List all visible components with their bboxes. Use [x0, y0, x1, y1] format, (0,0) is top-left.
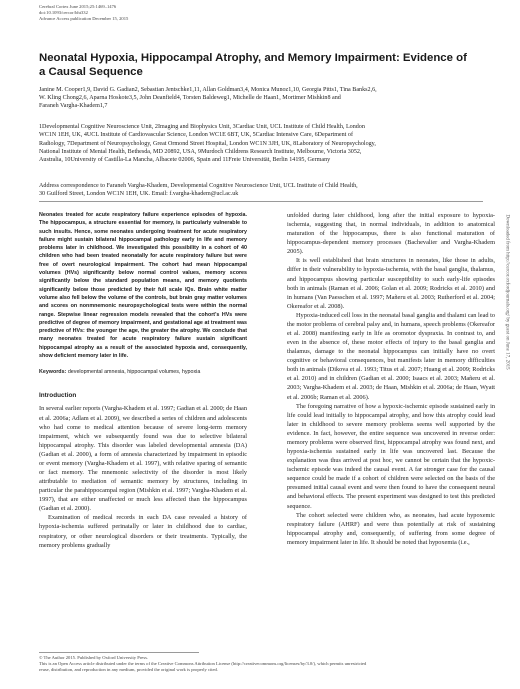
- body-paragraph: The cohort selected were children who, as neonates, had acute hypoxemic respiratory failure (AHRF) and were thus potentially at risk of sustaining hippocampal atrophy and, consequently, of suffering from some degree of memory impairment later in life. It should be noted that hypoxemia (i.e.,: [287, 511, 495, 546]
- affiliation-line: Australia, 10University of Castilla-La Mancha, Albacete 02006, Spain and 11Freie Universität, Berlin 14195, Germany: [39, 157, 331, 164]
- body-paragraph: It is well established that brain structures in neonates, like those in adults, differ in their vulnerability to hypoxia-ischemia, with the basal ganglia, thalamus, and hippocampus showing particular susceptibility to such early-life episodes both in animals (Raman et al. 2006; Golan et al. 2009; Rodricks et al. 2010) and in humans (Van Paesschen et al. 1997; Mañeru et al. 2003; Rutherford et al. 2004; Okereafor et al. 2008).: [287, 257, 495, 310]
- intro-paragraph: Examination of medical records in each DA case revealed a history of hypoxia-ischemia suffered perinatally or later in childhood due to cardiac, respiratory, or other neurological disorders or their treatments. Typically, the memory problems gradually: [39, 514, 247, 549]
- right-column: [287, 211, 495, 547]
- journal-citation: Cerebral Cortex June 2015;25:1469–1476: [39, 4, 117, 9]
- keywords-text: developmental amnesia, hippocampal volumes, hypoxia: [67, 369, 201, 376]
- author-line: Janine M. Cooper1,9, David G. Gadian2, Sebastian Jentschke1,11, Allan Goldman3,4, Monica Munoz1,10, Georgia Pitts1, Tina Banks2,6,: [39, 87, 377, 93]
- affiliation-line: 1Developmental Cognitive Neuroscience Unit, 2Imaging and Biophysics Unit, 3Cardiac Unit, UCL Institute of Child Health, London: [39, 124, 365, 130]
- header-divider: [39, 201, 483, 202]
- body-paragraph: Hypoxia-induced cell loss in the neonatal basal ganglia and thalami can lead to the motor problems of cerebral palsy and, in humans, speech problems (Okereafor et al. 2008) manifesting early in life as oromotor dyspraxia. In contrast to, and even in the absence of, these motor effects of injury to the basal ganglia and thalamus, damage to the neonatal hippocampus can initially have no overt cognitive or behavioral consequences, but manifests later in memory difficulties both in animals (Dikova et al. 1993; Titus et al. 2007; Huang et al. 2009; Rodricks et al. 2010) and in children (Gadian et al. 2000; Isaacs et al. 2003; Mañeru et al. 2003; Vargha-Khadem et al. 2003; de Haan, Mishkin et al. 2006a; de Haan, Wyatt et al. 2006b; Raman et al. 2006).: [287, 311, 495, 401]
- author-line: Faraneh Vargha-Khadem1,7: [39, 103, 108, 110]
- correspondence-line: 30 Guilford Street, London WC1N 1EH, UK. Email: f.vargha-khadem@ucl.ac.uk: [39, 191, 239, 198]
- keywords: [39, 368, 247, 376]
- affiliation-line: WC1N 1EH, UK, 4UCL Institute of Cardiovascular Science, London WC1E 6BT, UK, 5Cardiac Intensive Care, 6Department of: [39, 132, 353, 139]
- left-column: [39, 211, 247, 550]
- license-footer: [39, 655, 489, 672]
- body-paragraph: The foregoing narrative of how a hypoxic-ischemic episode sustained early in life could lead initially to hippocampal atrophy, and how this atrophy could lead later in childhood to severe memory problems seems well supported by the evidence. In fact, however, the entire sequence was uncovered in reverse order: memory problems were observed first, hippocampal atrophy was found next, and hypoxia-ischemia sustained early in life was uncovered last. Because the explanation was thus arrived at post hoc, we cannot be certain that the hypoxic-ischemic episode was indeed the causal event. A far stronger case for the causal sequence could be made if a cohort of children were selected on the basis of the presumed initial causal event and were then found to have the consequent neural and behavioral effects. The present experiment was designed to test this predicted sequence.: [287, 402, 495, 510]
- license-line: This is an Open Access article distributed under the terms of the Creative Commons Attribution License (http://creativecommons.org/licenses/by/3.0/), which permits unrestricted: [39, 660, 367, 666]
- license-line: reuse, distribution, and reproduction in any medium, provided the original work is properly cited.: [39, 666, 218, 672]
- advance-access-note: Advance Access publication December 15, 2015: [39, 15, 129, 21]
- author-line: W. Kling Chong2,6, Aparna Hoskote3,5, John Deanfield4, Torsten Baldeweg1, Michelle de Haan1, Mortimer Mishkin8 and: [39, 95, 341, 102]
- introduction-heading: Introduction: [39, 392, 77, 400]
- affiliation-line: Radiology, 7Department of Neuropsychology, Great Ormond Street Hospital, London WC1N 3JH, UK, 8Laboratory of Neuropsychology,: [39, 140, 376, 147]
- correspondence: [39, 182, 489, 198]
- download-watermark: [500, 142, 514, 442]
- doi[interactable]: doi:10.1093/cercor/bht332: [39, 9, 88, 15]
- affiliation-line: National Institute of Mental Health, Bethesda, MD 20892, USA, 9Murdoch Childrens Research Institute, Melbourne, Victoria 3052,: [39, 148, 362, 155]
- copyright-line: © The Author 2015. Published by Oxford University Press.: [39, 655, 149, 660]
- author-list: [39, 86, 484, 111]
- journal-masthead: [39, 4, 339, 21]
- correspondence-line: Address correspondence to Faraneh Vargha-Khadem, Developmental Cognitive Neuroscience Unit, UCL Institute of Child Health,: [39, 183, 358, 189]
- download-watermark-text[interactable]: Downloaded from http://cercor.oxfordjournals.org/ by guest on June 17, 2015: [504, 214, 510, 370]
- intro-paragraph: In several earlier reports (Vargha-Khadem et al. 1997; Gadian et al. 2000; de Haan et al. 2006a; Adlam et al. 2009), we described a series of children and adolescents who had come to medical attention because of severe long-term memory impairment, which we subsequently found was due to selective bilateral hippocampal atrophy. This disorder was labeled developmental amnesia (DA) (Gadian et al. 2000), a form of amnesia characterized by impairment in episodic or event memory (Vargha-Khadem et al. 1997), with relative sparing of semantic or fact memory. The mnemonic selectivity of the disorder is most likely attributable to mediation of semantic memory by structures, including in particular the parahippocampal region (Mishkin et al. 1997; Vargha-Khadem et al. 1997), that are either unaffected or much less affected than the hippocampus (Gadian et al. 2000).: [39, 405, 247, 513]
- footer-divider: [39, 652, 199, 653]
- body-paragraph: unfolded during later childhood, long after the initial exposure to hypoxia-ischemia, suggesting that, in normal individuals, in addition to anatomical maturation of the hippocampus, there is also functional maturation of hippocampus-dependent memory processes (Bachevalier and Vargha-Khadem 2005).: [287, 212, 495, 256]
- keywords-label: Keywords:: [39, 369, 67, 376]
- affiliations: [39, 123, 489, 164]
- abstract: Neonates treated for acute respiratory failure experience episodes of hypoxia. The hippocampus, a structure essential for memory, is particularly vulnerable to such insults. Hence, some neonates undergoing treatment for acute respiratory failure might sustain bilateral hippocampal pathology early in life and memory problems later in childhood. We investigated this possibility in a cohort of 40 children who had been treated neonatally for acute respiratory failure but were free of overt neurological impairment. The cohort had mean hippocampal volumes (HVs) significantly below normal control values, memory scores significantly below the standard population means, and memory quotients significantly below those predicted by their full scale IQs. Brain white matter volume also fell below the volume of the controls, but brain gray matter volumes and scores on nonmnemonic neuropsychological tests were within the normal range. Stepwise linear regression models revealed that the cohort's HVs were predictive of degree of memory impairment, and gestational age at treatment was predictive of HVs: the younger the age, the greater the atrophy. We conclude that many neonates treated for acute respiratory failure sustain significant hippocampal atrophy as a result of the associated hypoxia and, consequently, show deficient memory later in life.: [39, 212, 247, 360]
- article-title: Neonatal Hypoxia, Hippocampal Atrophy, and Memory Impairment: Evidence of a Causal Sequence: [39, 52, 467, 78]
